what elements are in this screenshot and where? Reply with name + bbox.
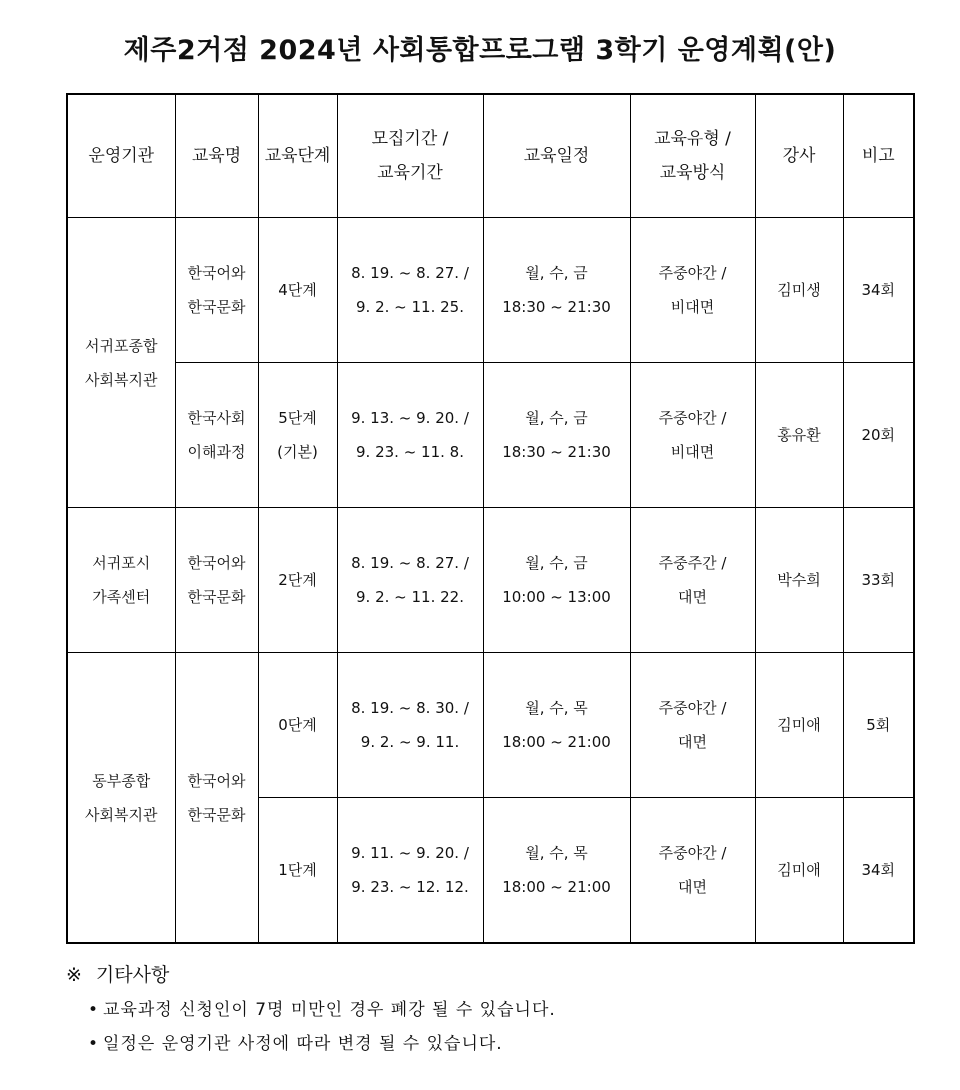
- type-line1: 주중야간 /: [658, 409, 727, 427]
- note-cell: 20회: [843, 363, 914, 508]
- course-line2: 한국문화: [187, 805, 246, 824]
- schedule-cell: [483, 218, 630, 363]
- period-line1: 8. 19. ~ 8. 30. /: [351, 699, 469, 717]
- instructor-cell: 김미애: [755, 798, 843, 944]
- type-cell: [630, 363, 755, 508]
- table-row: [67, 218, 914, 363]
- operation-plan-table: [66, 93, 915, 944]
- course-cell: [175, 508, 258, 653]
- type-line2: 비대면: [670, 443, 715, 461]
- schedule-line2: 18:00 ~ 21:00: [502, 733, 611, 751]
- header-level: 교육단계: [258, 94, 337, 218]
- type-line2: 대면: [678, 878, 707, 896]
- header-schedule: 교육일정: [483, 94, 630, 218]
- type-cell: [630, 653, 755, 798]
- header-agency: 운영기관: [67, 94, 175, 218]
- period-line2: 9. 23. ~ 11. 8.: [356, 443, 464, 461]
- table-row: [67, 363, 914, 508]
- type-line1: 주중야간 /: [658, 844, 727, 862]
- header-instructor: 강사: [755, 94, 843, 218]
- schedule-cell: [483, 798, 630, 944]
- agency-line1: 서귀포시: [92, 554, 151, 572]
- level-cell: [258, 218, 337, 363]
- level-line1: 1단계: [278, 861, 317, 879]
- type-cell: [630, 218, 755, 363]
- period-line2: 9. 2. ~ 11. 22.: [356, 588, 464, 606]
- note-cell: 33회: [843, 508, 914, 653]
- table-header-row: [67, 94, 914, 218]
- level-line1: 4단계: [278, 281, 317, 299]
- note-item: [88, 995, 926, 1025]
- bullet-icon: •: [88, 1000, 100, 1020]
- course-line1: 한국어와: [187, 264, 246, 282]
- type-line1: 주중야간 /: [658, 264, 727, 282]
- type-line2: 대면: [678, 588, 707, 606]
- schedule-cell: [483, 653, 630, 798]
- schedule-line1: 월, 수, 목: [525, 844, 588, 862]
- period-cell: [337, 508, 483, 653]
- reference-mark: ※: [66, 964, 82, 986]
- header-period-line2: 교육기간: [377, 163, 443, 183]
- schedule-line2: 18:30 ~ 21:30: [502, 298, 611, 316]
- period-cell: [337, 218, 483, 363]
- agency-line2: 사회복지관: [85, 370, 158, 389]
- schedule-line2: 18:00 ~ 21:00: [502, 878, 611, 896]
- schedule-line2: 18:30 ~ 21:30: [502, 443, 611, 461]
- schedule-line1: 월, 수, 금: [525, 409, 588, 427]
- level-line1: 0단계: [278, 716, 317, 734]
- instructor-cell: 박수희: [755, 508, 843, 653]
- level-cell: [258, 508, 337, 653]
- course-cell: [175, 653, 258, 944]
- course-line2: 한국문화: [187, 588, 246, 606]
- level-cell: [258, 363, 337, 508]
- schedule-line2: 10:00 ~ 13:00: [502, 588, 611, 606]
- note-cell: 34회: [843, 798, 914, 944]
- schedule-cell: [483, 508, 630, 653]
- page-title: 제주2거점 2024년 사회통합프로그램 3학기 운영계획(안): [123, 35, 837, 66]
- schedule-cell: [483, 363, 630, 508]
- level-cell: [258, 653, 337, 798]
- agency-line1: 동부종합: [92, 771, 151, 790]
- course-line1: 한국어와: [187, 771, 246, 790]
- period-cell: [337, 653, 483, 798]
- schedule-line1: 월, 수, 목: [525, 699, 588, 717]
- header-note: 비고: [843, 94, 914, 218]
- header-period: [337, 94, 483, 218]
- notes-section: [66, 960, 926, 1063]
- level-line2: (기본): [277, 443, 318, 461]
- course-line2: 한국문화: [187, 298, 246, 316]
- note-item: [88, 1029, 926, 1059]
- period-line2: 9. 2. ~ 11. 25.: [356, 298, 464, 316]
- agency-line2: 가족센터: [92, 588, 151, 606]
- agency-line1: 서귀포종합: [85, 336, 158, 355]
- course-cell: [175, 363, 258, 508]
- schedule-line1: 월, 수, 금: [525, 264, 588, 282]
- agency-line2: 사회복지관: [85, 805, 158, 824]
- note-text: 교육과정 신청인이 7명 미만인 경우 폐강 될 수 있습니다.: [103, 1000, 556, 1020]
- table-row: [67, 508, 914, 653]
- level-cell: [258, 798, 337, 944]
- level-line1: 2단계: [278, 571, 317, 589]
- type-cell: [630, 798, 755, 944]
- header-course: 교육명: [175, 94, 258, 218]
- type-line1: 주중야간 /: [658, 699, 727, 717]
- note-cell: 5회: [843, 653, 914, 798]
- period-line2: 9. 2. ~ 9. 11.: [360, 733, 460, 751]
- type-line1: 주중주간 /: [658, 554, 727, 572]
- table-row: [67, 653, 914, 798]
- instructor-cell: 홍유환: [755, 363, 843, 508]
- type-line2: 비대면: [670, 298, 715, 316]
- type-line2: 대면: [678, 733, 707, 751]
- note-text: 일정은 운영기관 사정에 따라 변경 될 수 있습니다.: [103, 1034, 503, 1054]
- agency-cell: [67, 653, 175, 944]
- note-cell: 34회: [843, 218, 914, 363]
- period-line1: 9. 11. ~ 9. 20. /: [351, 844, 469, 862]
- schedule-line1: 월, 수, 금: [525, 554, 588, 572]
- period-cell: [337, 798, 483, 944]
- period-line1: 9. 13. ~ 9. 20. /: [351, 409, 469, 427]
- notes-heading: [66, 960, 926, 987]
- course-line1: 한국어와: [187, 554, 246, 572]
- course-line1: 한국사회: [187, 409, 246, 427]
- header-type-line1: 교육유형 /: [654, 129, 731, 149]
- level-line1: 5단계: [278, 409, 317, 427]
- course-cell: [175, 218, 258, 363]
- bullet-icon: •: [88, 1034, 100, 1054]
- period-line1: 8. 19. ~ 8. 27. /: [351, 554, 469, 572]
- course-line2: 이해과정: [187, 443, 246, 461]
- type-cell: [630, 508, 755, 653]
- period-line2: 9. 23. ~ 12. 12.: [351, 878, 469, 896]
- header-type-line2: 교육방식: [659, 163, 726, 183]
- instructor-cell: 김미생: [755, 218, 843, 363]
- agency-cell: [67, 508, 175, 653]
- period-cell: [337, 363, 483, 508]
- instructor-cell: 김미애: [755, 653, 843, 798]
- agency-cell: [67, 218, 175, 508]
- period-line1: 8. 19. ~ 8. 27. /: [351, 264, 469, 282]
- notes-heading-text: 기타사항: [95, 964, 170, 986]
- header-type: [630, 94, 755, 218]
- header-period-line1: 모집기간 /: [371, 129, 449, 149]
